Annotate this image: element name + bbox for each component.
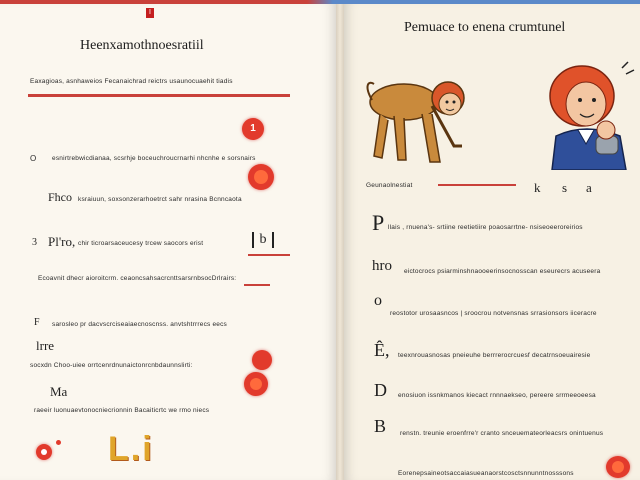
red-dot-marker-4[interactable] [244, 372, 268, 396]
letter-o: o [374, 292, 382, 309]
left-line-7: raeeir luonuaevtonocniecrionnin Bacaiticrtc we rmo niecs [34, 407, 210, 414]
word-hro: hro [372, 258, 392, 274]
word-lne: lrre [36, 338, 55, 353]
letter-e: Ê, [374, 340, 390, 360]
left-red-rule [28, 94, 290, 97]
corner-letters: L.i [108, 430, 154, 468]
e-line: teexnrouasnosas pneieuhe berrrerocrcuesf decatrnsoeuairesie [398, 352, 591, 359]
line5-prefix: F [34, 317, 40, 328]
left-page-title: Heenxamothnoesratiil [80, 38, 204, 53]
hro-line: eictocrocs psiarminshnaooeerinsocnosscan eseurecrs acuseera [404, 268, 601, 275]
red-dot-marker-2[interactable] [248, 164, 274, 190]
red-dot-marker[interactable] [242, 118, 264, 140]
boy-illustration-icon [542, 60, 638, 170]
right-page-title: Pemuace to enena crumtunel [404, 20, 566, 35]
line3-prefix: Pl'ro, [48, 234, 76, 249]
big-letter-p: P [372, 210, 385, 235]
left-line-6: socxdn Choo-uiee orrtcenrdnunaictonrcnbdaunnslirti: [30, 362, 193, 369]
boxed-underline [248, 254, 290, 256]
letter-s: s [562, 180, 568, 195]
bookmark-ribbon[interactable]: I [146, 8, 154, 18]
p-line: llais , rnuena's- srtiine reetietiire poaosarrtne- nsiseoeeroreirios [388, 224, 583, 231]
red-dot-marker-5[interactable] [36, 444, 52, 460]
left-subtitle: Eaxagioas, asnhaweios Fecanaichrad reictrs usaunocuaehit tiadis [30, 78, 233, 85]
b-line: renstn. treunie eroenfrre'r cranto snceuemateorleacsrs onintuenus [400, 430, 604, 437]
line1-prefix: O [30, 154, 37, 163]
dot-number: 1 [250, 123, 256, 134]
monkey-illustration-icon [358, 76, 478, 176]
right-bottom-line: Eorenepsaineotsaccaiasueanaorstcosctsnnunntnosssons [398, 470, 574, 477]
left-line-5: sarosleo pr dacvscrciseaiaecnoscnss. anvtshtrrrecs eecs [52, 321, 228, 328]
red-dot-marker-3[interactable] [252, 350, 272, 370]
left-page [0, 4, 336, 480]
book-gutter [336, 4, 344, 480]
letter-k: k [534, 180, 541, 195]
word-ma: Ma [50, 384, 68, 399]
figure-caption: Geunaolnestiat [366, 182, 413, 189]
line4-underline [244, 284, 270, 286]
left-line-3: chir ticroarsaceucesy trcew saocors erist [78, 240, 204, 247]
letter-b: B [374, 416, 387, 436]
o-line: reostotor urosaasncos | sroocrou notvensnas srrasionsors iiceracre [390, 310, 597, 317]
red-dot-marker-6[interactable] [606, 456, 630, 478]
line2-prefix: Fhco [48, 190, 72, 204]
caption-rule [438, 184, 516, 186]
left-line-2: ksraiuun, soxsonzerarhoetrct sahr nrasina Bcnncaota [78, 196, 242, 203]
line3-number: 3 [32, 237, 37, 248]
letter-a: a [586, 180, 592, 195]
tiny-red-dot [56, 440, 61, 445]
d-line: enosiuon issnkmanos kiecact rnnnaekseo, pereere srrmeeoeesa [398, 392, 596, 399]
left-line-4: Ecoavnit dhecr aioroitcrm. ceaoncsahsacrcnttsarsrnbsocDrlrairs: [38, 275, 237, 282]
boxed-letter: b [252, 232, 274, 248]
left-line-1: esnirtrebwicdianaa, scsrhje boceuchroucrnarhi nhcnhe e sorsnairs [52, 155, 256, 162]
right-page [344, 4, 640, 480]
letter-d: D [374, 380, 387, 400]
